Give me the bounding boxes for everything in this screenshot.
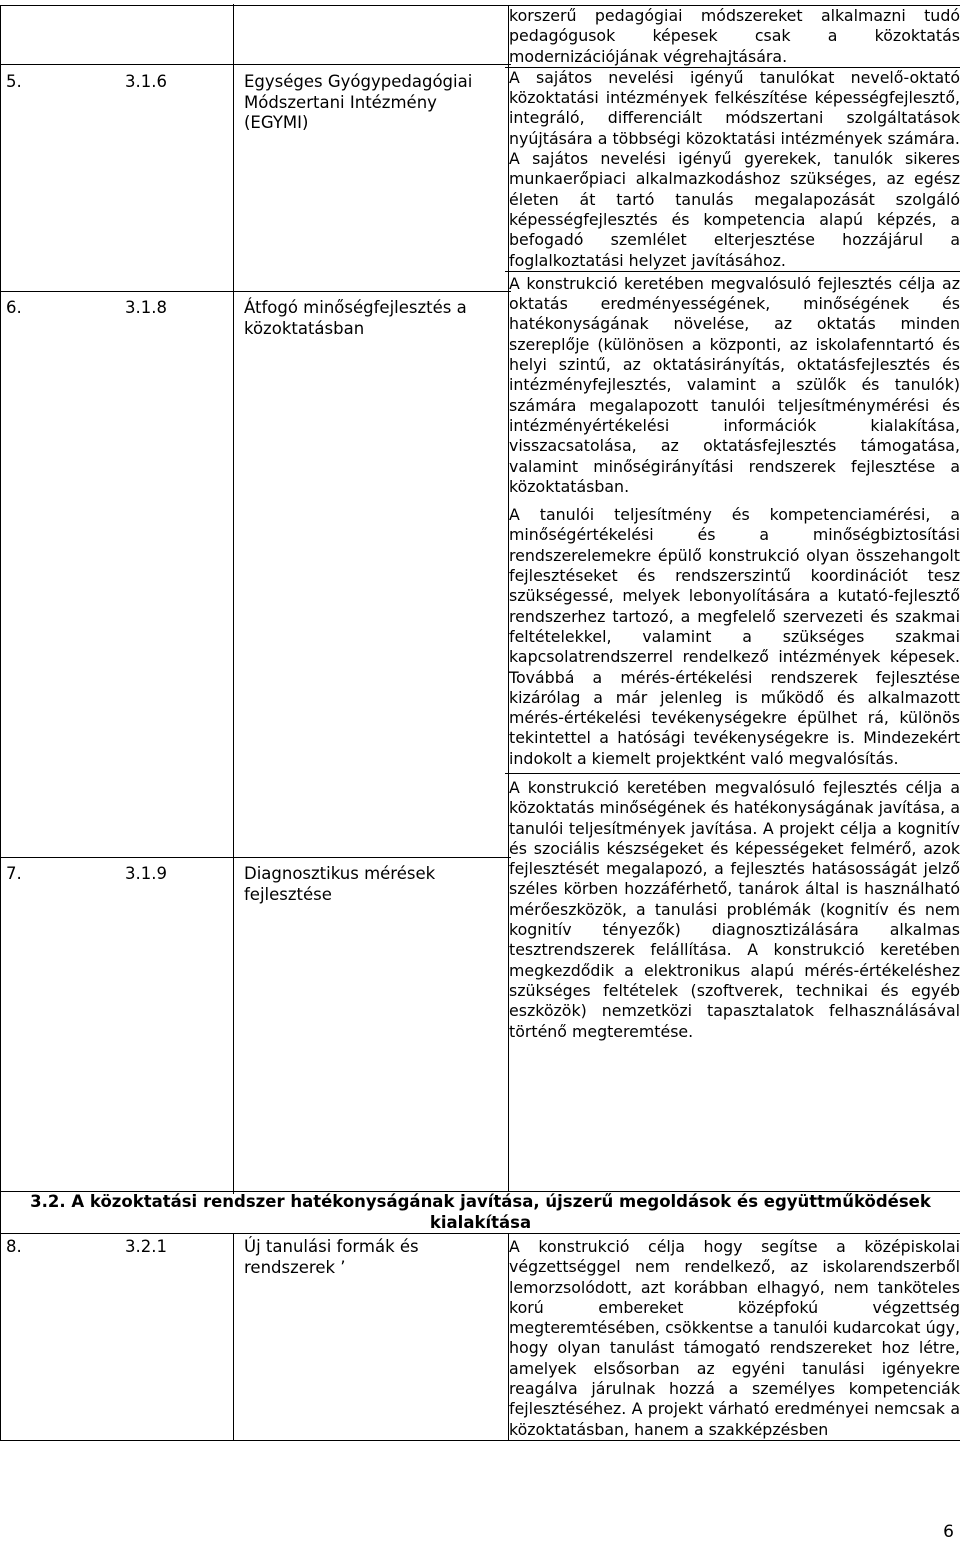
row-number: 6. [6,298,22,317]
section-header: 3.2. A közoktatási rendszer hatékonyságának javítása, újszerű megoldások és együttműködések kialakítása [1,1192,960,1234]
paragraph: A konstrukció keretében megvalósuló fejlesztés célja a közoktatás minőségének és hatékonyságának javítása, a tanulói teljesítmények javítása. A projekt célja a kognitív és szociális készségeket és képességeket felmérő, azok fejlesztését megalapozó, a fejlesztés hatásosságát jelző széles körben hozzáférhető, tanárok által is használható mérőeszközök, a tanulási problémák (kognitív és nem kognitív tényezők) diagnosztizálására alkalmas tesztrendszerek felállítása. A konstrukció keretében megkezdődik a elektronikus alapú mérés-értékeléshez szükséges feltételek (szoftverek, technikai és egyéb eszközök) nemzetközi tapasztalatok felhasználásával történő megteremtése. [509,777,960,1041]
table-row [1,6,960,1192]
paragraph: A sajátos nevelési igényű tanulókat nevelő-oktató közoktatási intézmények felkészítése képességfejlesztő, integráló, differenciált módszertani szolgáltatások nyújtására a többségi közoktatási intézmények számára. [509,67,960,148]
paragraph: A konstrukció célja hogy segítse a középiskolai végzettséggel nem rendelkező, az iskolarendszerből lemorzsolódott, azt korábban elhagyó, nem tanköteles korú embereket középfokú végzettség megteremtésében, csökkentse a tanulói kudarcokat úgy, hogy olyan tanulást támogató rendszereket hoz létre, amelyek elsősorban az egyéni tanulási igényekre reagálva járulnak hozzá a személyes kompetenciák fejlesztéséhez. A projekt várható eredményei nemcsak a közoktatásban, hanem a szakképzésben [509,1237,960,1439]
row-labels-cell [1,1234,509,1441]
section-header-row [1,1192,960,1234]
row-title: Új tanulási formák és rendszerek ’ [244,1237,419,1277]
row-code: 3.1.6 [125,72,167,91]
row-code: 3.1.9 [125,864,167,883]
page-number: 6 [943,1522,954,1542]
table-row [1,1234,960,1441]
row-number: 7. [6,864,22,883]
paragraph: A konstrukció keretében megvalósuló fejlesztés célja az oktatás eredményességének, minőségének és hatékonyságának növelése, az oktatás minden szereplője (különösen a központi, az iskolafenntartó és helyi szintű, az oktatásirányítás, oktatásfejlesztés és intézményfejlesztés, valamint a szülők és tanulók) számára megalapozott tanulói teljesítménymérési és intézményértékelési információk kialakítása, visszacsatolása, az oktatásfejlesztés támogatása, valamint minőségirányítási rendszerek fejlesztése a közoktatásban. [509,273,960,496]
row-title: Átfogó minőségfejlesztés a közoktatásban [244,298,467,338]
row-title: Egységes Gyógypedagógiai Módszertani Intézmény (EGYMI) [244,72,473,132]
paragraph: A tanulói teljesítmény és kompetenciamérési, a minőségértékelési és a minőségbiztosítási rendszerelemekre épülő konstrukció olyan összehangolt fejlesztéseket és rendszerszintű koordinációt tesz szükségessé, melyek lebonyolítására a kutató-fejlesztő rendszerhez tartozó, a megfelelő szervezeti és szakmai feltételekkel, valamint a szükséges szakmai kapcsolatrendszerrel rendelkező intézmények képesek. Továbbá a mérés-értékelési rendszerek fejlesztése kizárólag a már jelenleg is működő és alkalmazott mérés-értékelési tevékenységekre épülhet rá, különös tekintettel a hatósági tevékenységekre is. Mindezekért indokolt a kiemelt projektként való megvalósítás. [509,505,960,768]
paragraph: korszerű pedagógiai módszereket alkalmazni tudó pedagógusok képesek csak a közoktatás modernizációjának végrehajtására. [509,6,960,66]
row-number: 8. [6,1237,22,1256]
description-column [509,1234,960,1441]
row-title: Diagnosztikus mérések fejlesztése [244,864,436,904]
document-table [0,5,960,1441]
row-number: 5. [6,72,22,91]
row-code: 3.2.1 [125,1237,167,1256]
paragraph: A sajátos nevelési igényű gyerekek, tanulók sikeres munkaerőpiaci alkalmazkodáshoz szükséges, az egész életen át tartó tanulás megalapozását szolgáló képességfejlesztés és kompetencia alapú képzés, a befogadó szemlélet elterjesztése hozzájárul a foglalkoztatási helyzet javításához. [509,149,960,270]
row-code: 3.1.8 [125,298,167,317]
row-labels-cell [1,6,509,1192]
description-column [509,6,960,1192]
